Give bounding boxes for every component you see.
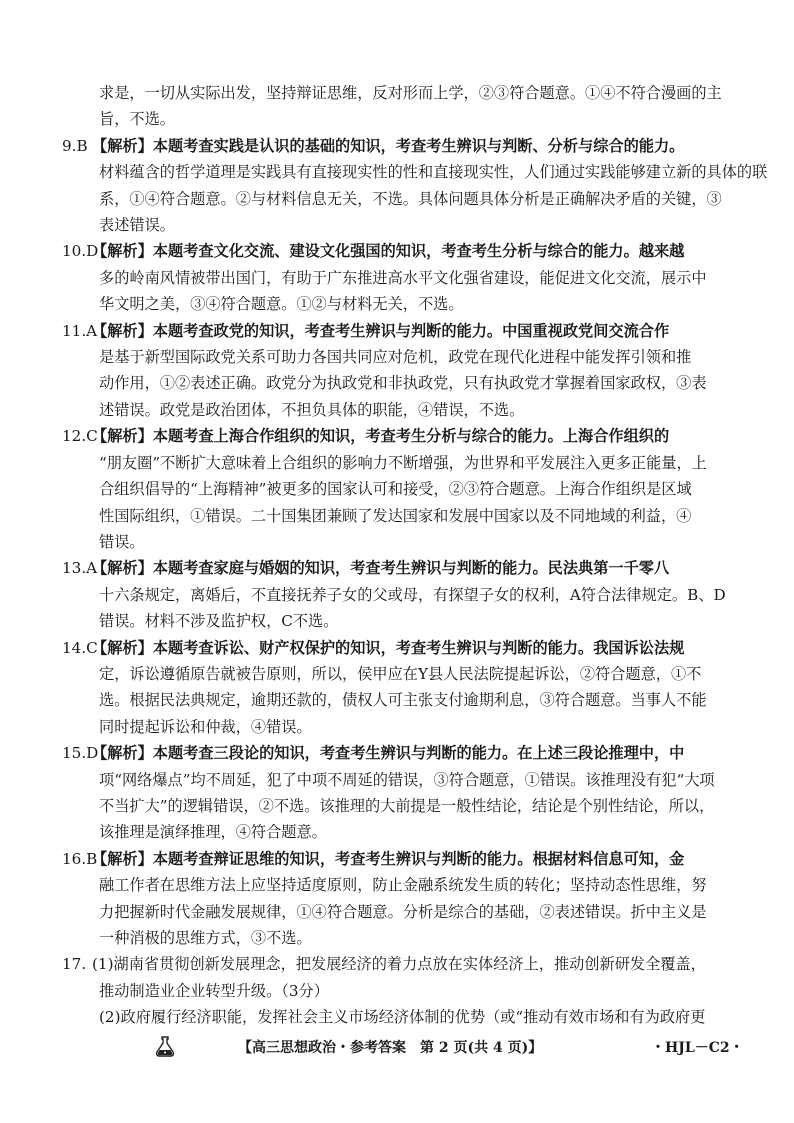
item-line: 性国际组织，①错误。二十国集团兼顾了发达国家和发展中国家以及不同地域的利益，④: [99, 506, 692, 525]
item-line: “朋友圈”不断扩大意味着上合组织的影响力不断增强，为世界和平发展注入更多正能量，上: [99, 453, 707, 472]
item-number: 15.D: [62, 744, 99, 763]
footer-page-info: 【高三思想政治・参考答案 第 2 页(共 4 页)】: [238, 1040, 543, 1056]
item-line: 系，①④符合题意。②与材料信息无关，不选。具体问题具体分析是正确解决矛盾的关键，③: [99, 189, 722, 208]
item-line: 推动制造业企业转型升级。（3分）: [99, 981, 329, 1000]
answer-item-13: [62, 555, 734, 634]
item-line: 是基于新型国际政党关系可助力各国共同应对危机，政党在现代化进程中能发挥引领和推: [99, 348, 692, 367]
answer-item-10: [62, 238, 734, 317]
intro-paragraph: [62, 80, 734, 133]
answer-item-16: [62, 846, 734, 952]
item-line: 华文明之美，③④符合题意。①②与材料无关，不选。: [99, 295, 464, 314]
item-line: 述错误。政党是政治团体，不担负具体的职能，④错误，不选。: [99, 400, 525, 419]
item-number: 9.B: [62, 136, 88, 155]
item-number: 12.C: [62, 427, 98, 446]
item-line: 【解析】本题考查诉讼、财产权保护的知识，考查考生辨识与判断的能力。我国诉讼法规: [92, 638, 685, 657]
item-line: 不当扩大”的逻辑错误，②不选。该推理的大前提是一般性结论，结论是个别性结论，所以，: [99, 796, 715, 815]
item-number: 10.D: [62, 242, 99, 261]
answer-item-9: [62, 133, 768, 239]
intro-line: 旨，不选。: [99, 110, 175, 129]
item-number: 16.B: [62, 849, 98, 868]
answer-item-14: [62, 635, 734, 741]
item-number: 11.A: [62, 321, 98, 340]
item-line: (2)政府履行经济职能，发挥社会主义市场经济体制的优势（或“推动有效市场和有为政府更: [99, 1008, 706, 1027]
item-line: 一种消极的思维方式，③不选。: [99, 929, 312, 947]
item-line: 定，诉讼遵循原告就被告原则，所以，侯甲应在Y县人民法院提起诉讼，②符合题意，①不: [99, 664, 702, 683]
item-line: 同时提起诉讼和仲裁，④错误。: [99, 717, 312, 736]
item-line: 材料蕴含的哲学道理是实践具有直接现实性的性和直接现实性，人们通过实践能够建立新的具体的联: [99, 163, 768, 182]
item-line: 【解析】本题考查家庭与婚姻的知识，考查考生辨识与判断的能力。民法典第一千零八: [92, 559, 670, 578]
item-line: 该推理是演绎推理，④符合题意。: [99, 823, 327, 842]
item-number: 14.C: [62, 638, 98, 657]
intro-line: 求是，一切从实际出发，坚持辩证思维，反对形而上学，②③符合题意。①④不符合漫画的主: [99, 84, 722, 102]
answer-item-12: [62, 423, 734, 555]
answer-item-17: [62, 951, 734, 1030]
item-line: 【解析】本题考查政党的知识，考查考生辨识与判断的能力。中国重视政党间交流合作: [92, 321, 670, 340]
item-line: 表述错误。: [99, 216, 175, 235]
answer-item-15: [62, 740, 734, 846]
item-line: (1)湖南省贯彻创新发展理念，把发展经济的着力点放在实体经济上，推动创新研发全覆盖，: [92, 955, 706, 974]
item-line: 多的岭南风情被带出国门，有助于广东推进高水平文化强省建设，能促进文化交流，展示中: [99, 268, 707, 287]
answer-item-11: [62, 318, 734, 424]
item-line: 力把握新时代金融发展规律，①④符合题意。分析是综合的基础，②表述错误。折中主义是: [99, 902, 707, 921]
item-line: 融工作者在思维方法上应坚持适度原则，防止金融系统发生质的转化；坚持动态性思维，努: [99, 876, 707, 895]
item-line: 合组织倡导的“上海精神”被更多的国家认可和接受，②③符合题意。上海合作组织是区域: [99, 480, 692, 499]
item-line: 【解析】本题考查实践是认识的基础的知识，考查考生辨识与判断、分析与综合的能力。: [92, 136, 685, 155]
answer-content: [62, 80, 768, 1031]
item-line: 【解析】本题考查上海合作组织的知识，考查考生分析与综合的能力。上海合作组织的: [92, 427, 670, 446]
item-line: 【解析】本题考查三段论的知识，考查考生辨识与判断的能力。在上述三段论推理中，中: [92, 744, 685, 763]
item-line: 动作用，①②表述正确。政党分为执政党和非执政党，只有执政党才掌握着国家政权，③表: [99, 374, 707, 393]
item-line: 错误。材料不涉及监护权，C不选。: [99, 612, 339, 631]
footer-code: ・HJL－C2・: [651, 1040, 744, 1056]
item-line: 【解析】本题考查辩证思维的知识，考查考生辨识与判断的能力。根据材料信息可知，金: [92, 849, 685, 868]
item-number: 13.A: [62, 559, 98, 578]
flask-logo-icon: [154, 1035, 176, 1057]
page-footer: [0, 1033, 794, 1063]
item-number: 17.: [62, 955, 87, 974]
item-line: 错误。: [99, 532, 145, 551]
item-line: 项“网络爆点”均不周延，犯了中项不周延的错误，③符合题意，①错误。该推理没有犯“大项: [99, 770, 715, 789]
item-line: 选。根据民法典规定，逾期还款的，债权人可主张支付逾期利息，③符合题意。当事人不能: [99, 691, 707, 710]
item-line: 十六条规定，离婚后，不直接抚养子女的父或母，有探望子女的权利，A符合法律规定。B、D: [99, 585, 726, 604]
item-line: 【解析】本题考查文化交流、建设文化强国的知识，考查考生分析与综合的能力。越来越: [92, 242, 685, 261]
